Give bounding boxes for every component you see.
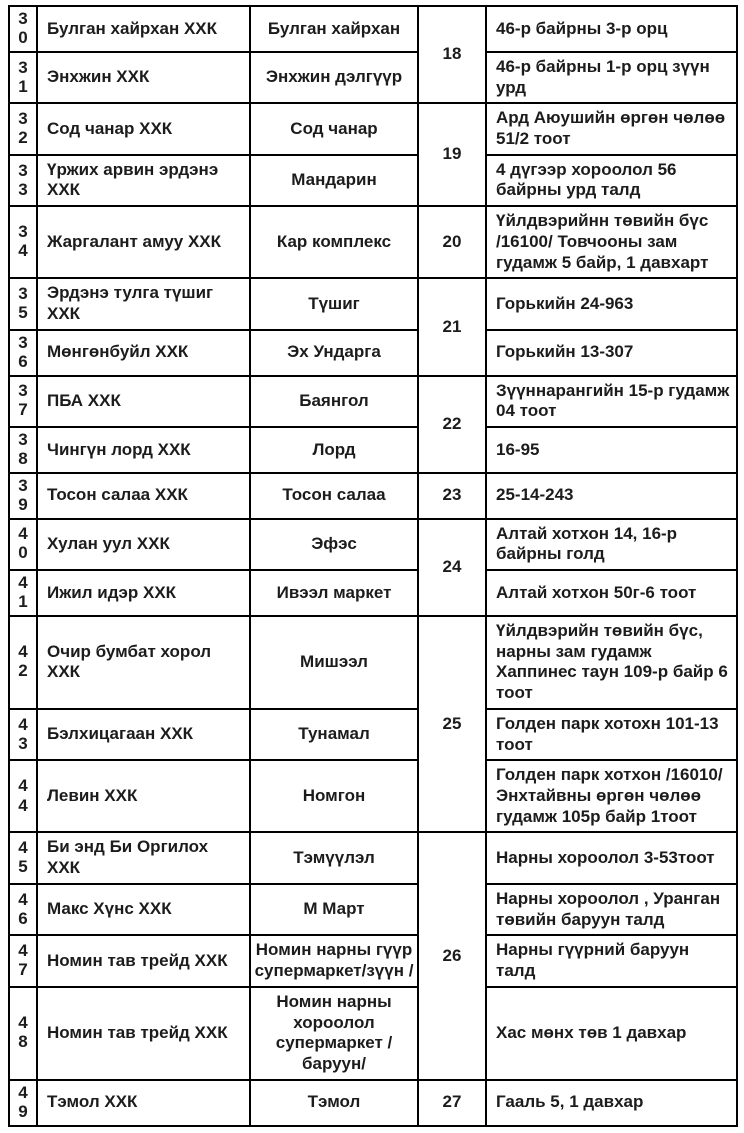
company-name-cell: Макс Хүнс ХХК: [37, 884, 250, 935]
row-number-cell: [9, 206, 37, 278]
row-number: 44: [18, 776, 28, 815]
row-number-cell: [9, 760, 37, 832]
trade-name-cell: Тосон салаа: [250, 473, 418, 519]
row-number: 49: [18, 1082, 28, 1121]
row-number: 39: [18, 475, 28, 514]
group-number-cell: 18: [418, 6, 486, 103]
group-number-cell: 19: [418, 103, 486, 206]
table-row: [9, 1080, 737, 1126]
company-name-cell: Бэлхицагаан ХХК: [37, 709, 250, 760]
trade-name-cell: Түшиг: [250, 278, 418, 329]
address-cell: Хас мөнх төв 1 давхар: [486, 987, 737, 1080]
trade-name-cell: Тэмол: [250, 1080, 418, 1126]
row-number-cell: [9, 330, 37, 376]
row-number-cell: [9, 1080, 37, 1126]
row-number: 41: [18, 573, 28, 612]
address-cell: Горькийн 24-963: [486, 278, 737, 329]
table-row: [9, 616, 737, 709]
trade-name-cell: Булган хайрхан: [250, 6, 418, 52]
group-number-cell: 27: [418, 1080, 486, 1126]
trade-name-cell: Мишээл: [250, 616, 418, 709]
trade-name-cell: Лорд: [250, 427, 418, 473]
row-number: 48: [18, 1013, 28, 1052]
company-name-cell: Номин тав трейд ХХК: [37, 935, 250, 986]
row-number-cell: [9, 935, 37, 986]
trade-name-cell: Номин нарны гүүр супермаркет/зүүн /: [250, 935, 418, 986]
row-number-cell: [9, 6, 37, 52]
trade-name-cell: Тунамал: [250, 709, 418, 760]
row-number: 36: [18, 332, 28, 371]
company-name-cell: Левин ХХК: [37, 760, 250, 832]
row-number-cell: [9, 884, 37, 935]
trade-name-cell: Ивээл маркет: [250, 570, 418, 616]
row-number: 30: [18, 9, 28, 48]
trade-name-cell: М Март: [250, 884, 418, 935]
company-name-cell: Би энд Би Оргилох ХХК: [37, 832, 250, 883]
table-row: [9, 709, 737, 760]
address-cell: 46-р байрны 1-р орц зүүн урд: [486, 52, 737, 103]
table-row: [9, 52, 737, 103]
address-cell: 16-95: [486, 427, 737, 473]
address-cell: Горькийн 13-307: [486, 330, 737, 376]
company-name-cell: Номин тав трейд ХХК: [37, 987, 250, 1080]
table-row: [9, 884, 737, 935]
address-cell: Ард Аюушийн өргөн чөлөө 51/2 тоот: [486, 103, 737, 154]
row-number: 34: [18, 222, 28, 261]
address-cell: 25-14-243: [486, 473, 737, 519]
group-number-cell: 26: [418, 832, 486, 1079]
company-name-cell: Очир бумбат хорол ХХК: [37, 616, 250, 709]
row-number-cell: [9, 519, 37, 570]
company-name-cell: Тэмол ХХК: [37, 1080, 250, 1126]
company-name-cell: Сод чанар ХХК: [37, 103, 250, 154]
table-row: [9, 570, 737, 616]
address-cell: Үйлдвэрийнн төвийн бүс /16100/ Товчооны зам гудамж 5 байр, 1 давхарт: [486, 206, 737, 278]
trade-name-cell: Эх Ундарга: [250, 330, 418, 376]
company-name-cell: Тосон салаа ХХК: [37, 473, 250, 519]
row-number: 40: [18, 524, 28, 563]
row-number: 38: [18, 430, 28, 469]
company-name-cell: Эрдэнэ тулга түшиг ХХК: [37, 278, 250, 329]
row-number-cell: [9, 427, 37, 473]
trade-name-cell: Энхжин дэлгүүр: [250, 52, 418, 103]
address-cell: Зүүннарангийн 15-р гудамж 04 тоот: [486, 376, 737, 427]
row-number-cell: [9, 570, 37, 616]
row-number-cell: [9, 376, 37, 427]
group-number-cell: 25: [418, 616, 486, 833]
company-name-cell: Чингүн лорд ХХК: [37, 427, 250, 473]
company-name-cell: Үржих арвин эрдэнэ ХХК: [37, 155, 250, 206]
row-number: 47: [18, 941, 28, 980]
company-name-cell: Мөнгөнбуйл ХХК: [37, 330, 250, 376]
row-number: 45: [18, 838, 28, 877]
group-number-cell: 24: [418, 519, 486, 616]
address-cell: 46-р байрны 3-р орц: [486, 6, 737, 52]
trade-name-cell: Сод чанар: [250, 103, 418, 154]
scanned-document-page: [8, 5, 738, 1127]
row-number: 33: [18, 160, 28, 199]
company-name-cell: Ижил идэр ХХК: [37, 570, 250, 616]
address-cell: Голден парк хотхон /16010/ Энхтайвны өргөн чөлөө гудамж 105р байр 1тоот: [486, 760, 737, 832]
row-number-cell: [9, 155, 37, 206]
company-name-cell: Хулан уул ХХК: [37, 519, 250, 570]
row-number: 43: [18, 714, 28, 753]
group-number-cell: 22: [418, 376, 486, 473]
row-number-cell: [9, 52, 37, 103]
table-row: [9, 519, 737, 570]
address-cell: Үйлдвэрийн төвийн бүс, нарны зам гудамж Хаппинес таун 109-р байр 6 тоот: [486, 616, 737, 709]
trade-name-cell: Эфэс: [250, 519, 418, 570]
row-number-cell: [9, 832, 37, 883]
table-row: [9, 206, 737, 278]
trade-name-cell: Номин нарны хороолол супермаркет /баруун/: [250, 987, 418, 1080]
address-cell: Гааль 5, 1 давхар: [486, 1080, 737, 1126]
table-row: [9, 376, 737, 427]
row-number: 42: [18, 642, 28, 681]
row-number-cell: [9, 709, 37, 760]
table-row: [9, 103, 737, 154]
address-cell: 4 дүгээр хороолол 56 байрны урд талд: [486, 155, 737, 206]
company-name-cell: Жаргалант амуу ХХК: [37, 206, 250, 278]
address-cell: Нарны хороолол 3-53тоот: [486, 832, 737, 883]
row-number: 37: [18, 381, 28, 420]
company-name-cell: Энхжин ХХК: [37, 52, 250, 103]
address-cell: Нарны гүүрний баруун талд: [486, 935, 737, 986]
row-number: 35: [18, 284, 28, 323]
table-row: [9, 330, 737, 376]
group-number-cell: 20: [418, 206, 486, 278]
trade-name-cell: Баянгол: [250, 376, 418, 427]
trade-name-cell: Мандарин: [250, 155, 418, 206]
row-number-cell: [9, 278, 37, 329]
row-number-cell: [9, 473, 37, 519]
business-directory-table: [8, 5, 738, 1127]
table-row: [9, 987, 737, 1080]
group-number-cell: 21: [418, 278, 486, 375]
address-cell: Голден парк хотохн 101-13 тоот: [486, 709, 737, 760]
table-body: [9, 6, 737, 1126]
row-number-cell: [9, 103, 37, 154]
table-row: [9, 935, 737, 986]
table-row: [9, 6, 737, 52]
address-cell: Нарны хороолол , Уранган төвийн баруун талд: [486, 884, 737, 935]
table-row: [9, 832, 737, 883]
table-row: [9, 427, 737, 473]
row-number-cell: [9, 987, 37, 1080]
trade-name-cell: Кар комплекс: [250, 206, 418, 278]
table-row: [9, 155, 737, 206]
company-name-cell: Булган хайрхан ХХК: [37, 6, 250, 52]
row-number: 31: [18, 57, 28, 96]
row-number: 46: [18, 889, 28, 928]
group-number-cell: 23: [418, 473, 486, 519]
trade-name-cell: Тэмүүлэл: [250, 832, 418, 883]
table-row: [9, 760, 737, 832]
trade-name-cell: Номгон: [250, 760, 418, 832]
row-number: 32: [18, 109, 28, 148]
table-row: [9, 278, 737, 329]
address-cell: Алтай хотхон 50г-6 тоот: [486, 570, 737, 616]
address-cell: Алтай хотхон 14, 16-р байрны голд: [486, 519, 737, 570]
company-name-cell: ПБА ХХК: [37, 376, 250, 427]
table-row: [9, 473, 737, 519]
row-number-cell: [9, 616, 37, 709]
